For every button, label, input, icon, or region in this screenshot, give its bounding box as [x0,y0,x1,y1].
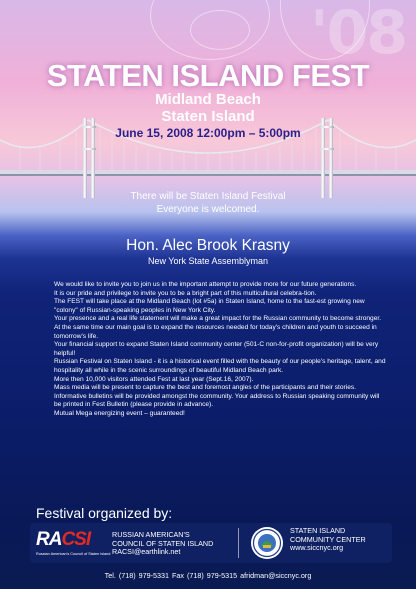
body-paragraph: Informative bulletins will be provided amongst the community. Your address to Russian speaking community will be printed in Fest Bulletin (please provide in advance). [54,392,380,409]
body-paragraph: The FEST will take place at the Midland Beach (lot #5a) in Staten Island, home to the fast-est growing new "colony" of Russian-speaking peoples in New York City. [54,298,365,314]
racsi-info [112,531,213,557]
community-center-name-line-2: COMMUNITY CENTER [290,534,366,544]
community-center-url-link[interactable]: www.siccnyc.org [290,543,344,553]
tagline [0,190,416,216]
organizer-divider [238,528,239,558]
tagline-line-2: Everyone is welcomed. [156,204,260,215]
racsi-logo-ra: RA [36,529,62,550]
speaker-name: Hon. Alec Brook Krasny [126,237,290,254]
speaker-role: New York State Assemblyman [147,256,269,266]
contact-line: Tel. (718) 979-5331 Fax (718) 979-5315 afridman@siccnyc.org [104,571,312,580]
location-line-1: Midland Beach [155,91,261,108]
community-center-seal-icon [250,526,284,560]
decorative-ring [190,10,250,50]
tagline-line-1: There will be Staten Island Festival [130,191,286,202]
year-badge: '08 [310,0,406,68]
bridge-deck-shadow [0,174,416,176]
organized-by-heading: Festival organized by: [36,505,173,521]
event-date-time: June 15, 2008 12:00pm – 5:00pm [115,126,301,140]
community-center-info [290,527,366,553]
racsi-email-link[interactable]: RACSI@earthlink.net [112,547,181,557]
body-paragraph: Mass media will be present to capture the best and foremost angles of the participants and their stories. [54,384,357,392]
festival-title: STATEN ISLAND FEST [46,58,370,93]
body-paragraph: At the same time our main goal is to expand the resources needed for today's children and youth to succeed in tomorrow's life. [54,323,377,340]
body-paragraph: More then 10,000 visitors attended Fest at last year (Sept.16, 2007). [54,375,254,383]
body-paragraph: It is our pride and privilege to invite you to be a bright part of this multicultural celebra-tion. [54,289,317,297]
racsi-logo [36,529,90,551]
racsi-logo-subtitle: Russian American's Council of Staten Island [36,552,111,556]
racsi-name-line-2: COUNCIL OF STATEN ISLAND [112,538,214,548]
organizers-panel [30,523,392,563]
racsi-name-line-1: RUSSIAN AMERICAN'S [112,530,190,539]
body-paragraph: Your financial support to expand Staten Island community center (501-C non-for-profit organization) will be very helpful! [54,341,379,357]
body-paragraph: Mutual Mega energizing event – guaranteed! [54,409,185,417]
community-center-name-line-1: STATEN ISLAND [290,526,346,535]
location-line-2: Staten Island [161,108,255,125]
body-paragraph: Your presence and a real life statement will make a great impact for the Russian community to become stronger. [54,315,382,323]
body-paragraph: Russian Festival on Staten Island - it is a historical event filled with the beauty of our people's heritage, talent, and hospitality all while in the scenic surroundings of beautiful Midland Beach park. [54,358,386,374]
invitation-body [54,281,388,419]
body-paragraph: We would like to invite you to join us in the important attempt to provide more for our future generations. [54,281,357,288]
racsi-logo-csi: CSI [61,529,91,550]
bridge-deck [0,170,416,174]
